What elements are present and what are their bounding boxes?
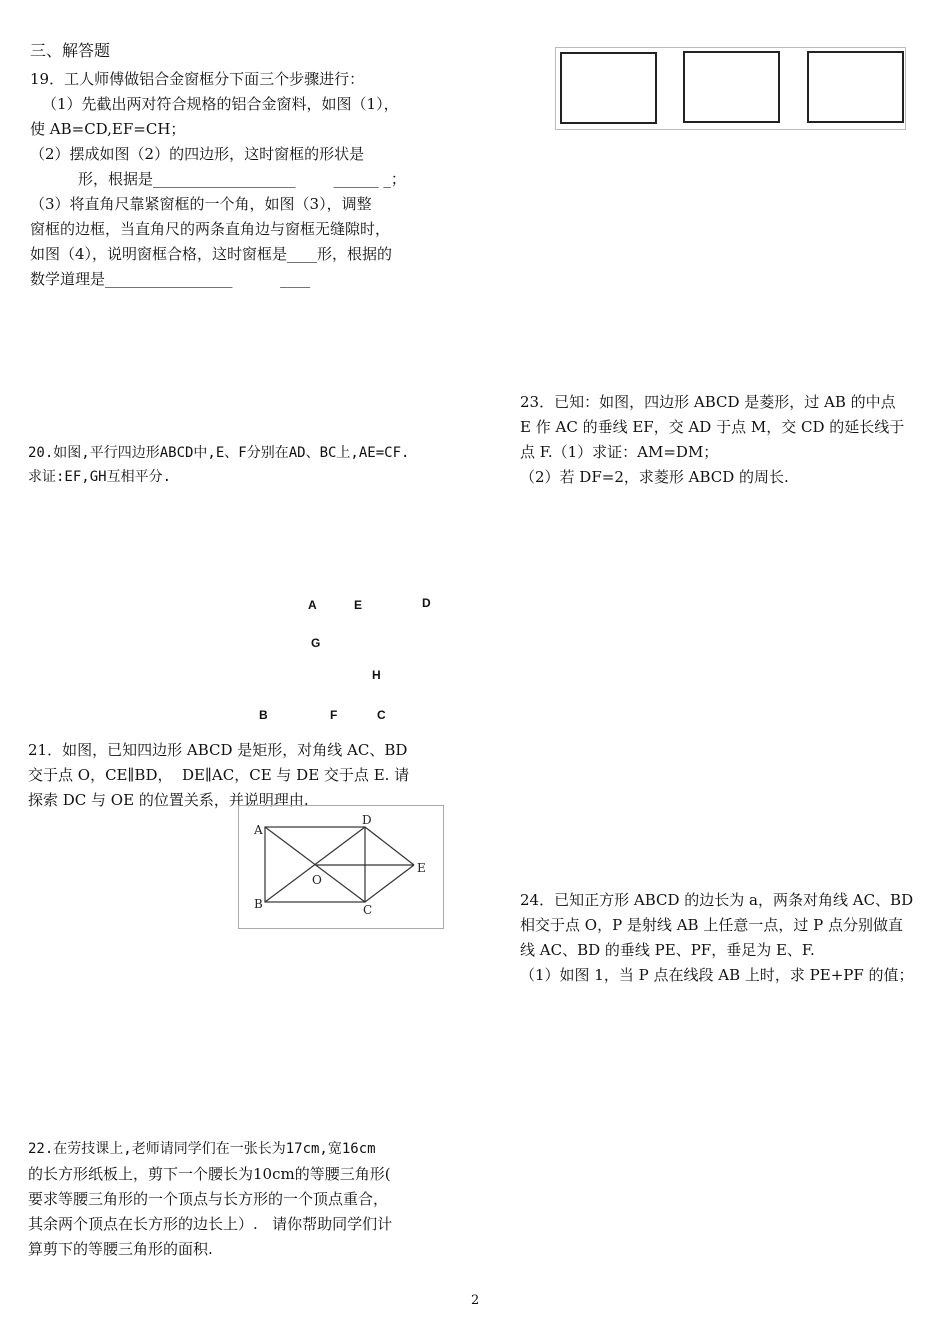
q24-line-1: 24．已知正方形 ABCD 的边长为 a，两条对角线 AC、BD xyxy=(520,891,914,909)
q24-line-4: （1）如图 1，当 P 点在线段 AB 上时，求 PE+PF 的值； xyxy=(520,966,914,984)
q20-point-b: B xyxy=(259,708,268,722)
q19-line-4: （2）摆成如图（2）的四边形，这时窗框的形状是 xyxy=(30,145,365,163)
q21-point-b: B xyxy=(254,897,263,911)
q22-line-2: 的长方形纸板上，剪下一个腰长为10cm的等腰三角形( xyxy=(28,1165,391,1183)
q21-line-3: 探索 DC 与 OE 的位置关系，并说明理由. xyxy=(28,791,309,809)
q22-line-3: 要求等腰三角形的一个顶点与长方形的一个顶点重合， xyxy=(28,1190,389,1208)
q20-line-2: 求证:EF,GH互相平分. xyxy=(28,469,172,485)
q23-line-2: E 作 AC 的垂线 EF，交 AD 于点 M，交 CD 的延长线于 xyxy=(520,418,905,436)
q21-point-o: O xyxy=(312,873,322,887)
q21-point-d: D xyxy=(362,813,372,827)
q23-line-1: 23．已知：如图，四边形 ABCD 是菱形，过 AB 的中点 xyxy=(520,393,896,411)
q23-line-3: 点 F.（1）求证：AM=DM； xyxy=(520,443,719,461)
q21-line-1: 21．如图，已知四边形 ABCD 是矩形，对角线 AC、BD xyxy=(28,741,408,759)
q20-point-e: E xyxy=(354,598,363,612)
q19-line-5: 形，根据是___________________ ______ _； xyxy=(78,170,406,188)
q24-line-3: 线 AC、BD 的垂线 PE、PF，垂足为 E、F. xyxy=(520,941,815,959)
section-title: 三、解答题 xyxy=(30,41,111,60)
q21-figure-rectangle xyxy=(238,805,444,929)
q19-line-9: 数学道理是_________________ ____ xyxy=(30,270,311,288)
q21-point-a: A xyxy=(254,823,263,837)
q20-point-d: D xyxy=(422,596,431,610)
q20-point-g: G xyxy=(311,636,321,650)
q20-point-f: F xyxy=(330,708,338,722)
q23-line-4: （2）若 DF=2，求菱形 ABCD 的周长. xyxy=(520,468,789,486)
q20-point-h: H xyxy=(372,668,381,682)
q21-point-c: C xyxy=(363,903,373,917)
q20-line-1: 20.如图,平行四边形ABCD中,E、F分别在AD、BC上,AE=CF. xyxy=(28,445,410,461)
q19-line-6: （3）将直角尺靠紧窗框的一个角，如图（3），调整 xyxy=(30,195,372,213)
q24-line-2: 相交于点 O，P 是射线 AB 上任意一点，过 P 点分别做直 xyxy=(520,916,903,934)
q21-line-2: 交于点 O，CE∥BD， DE∥AC，CE 与 DE 交于点 E. 请 xyxy=(28,766,410,784)
q19-line-7: 窗框的边框，当直角尺的两条直角边与窗框无缝隙时， xyxy=(30,220,391,238)
q19-line-3: 使 AB=CD,EF=CH； xyxy=(30,120,186,138)
q19-line-1: 19．工人师傅做铝合金窗框分下面三个步骤进行： xyxy=(30,70,365,88)
q19-figure-window-frames xyxy=(555,47,907,131)
q19-line-2: （1）先截出两对符合规格的铝合金窗料，如图（1）， xyxy=(42,95,399,113)
q22-line-5: 算剪下的等腰三角形的面积. xyxy=(28,1240,213,1258)
q20-point-c: C xyxy=(377,708,386,722)
q21-point-e: E xyxy=(417,861,426,875)
q22-line-4: 其余两个顶点在长方形的边长上）. 请你帮助同学们计 xyxy=(28,1215,393,1233)
q22-line-1: 22.在劳技课上,老师请同学们在一张长为17cm,宽16cm xyxy=(28,1141,376,1157)
page-number: 2 xyxy=(471,1293,480,1308)
q19-line-8: 如图（4），说明窗框合格，这时窗框是____形，根据的 xyxy=(30,245,393,263)
q20-point-a: A xyxy=(308,598,317,612)
